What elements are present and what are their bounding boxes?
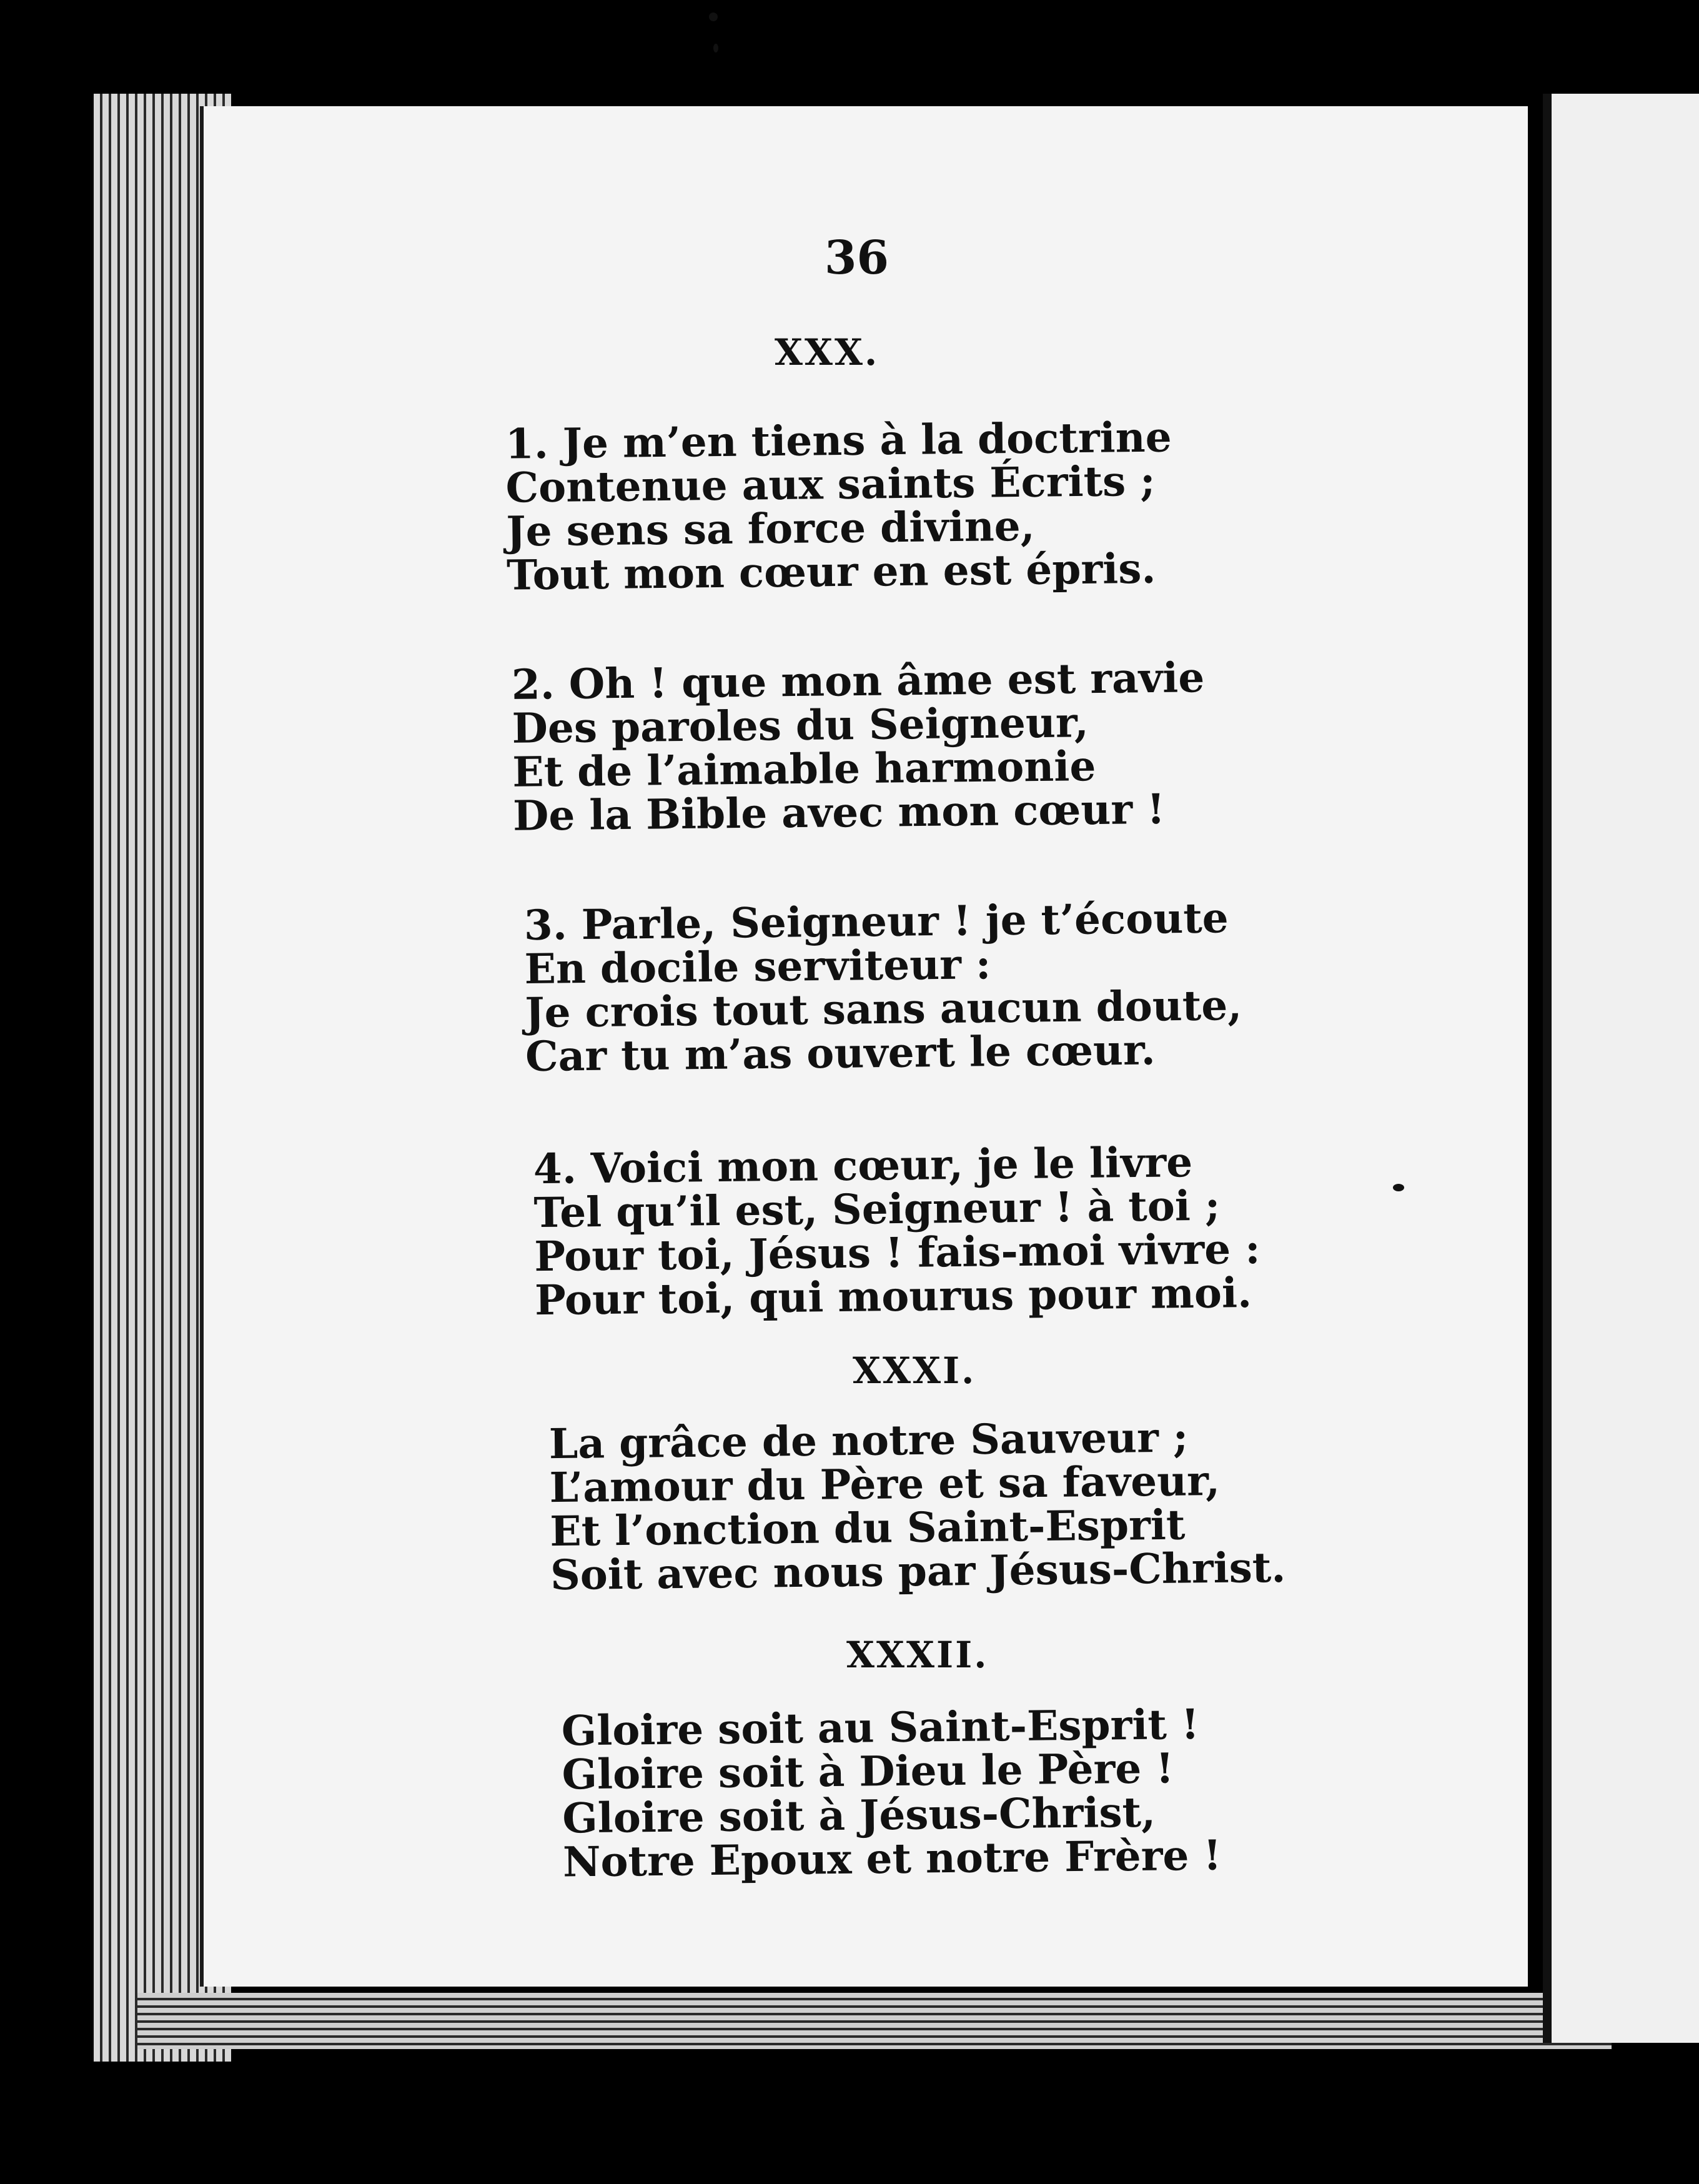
section-title-xxx: XXX.: [775, 331, 879, 374]
page-stack-edge: [137, 1993, 1612, 2049]
stanza-4: [533, 1138, 1261, 1325]
verse-line: Je crois tout sans aucun doute,: [524, 980, 1242, 1038]
verse-line: Des paroles du Seigneur,: [512, 698, 1089, 753]
verse-line: De la Bible avec mon cœur !: [512, 784, 1166, 840]
verse-line: La grâce de notre Sauveur ;: [548, 1412, 1189, 1469]
stanza-1: [505, 412, 1174, 600]
stanza-2: [512, 655, 1206, 838]
verse-line: 4. Voici mon cœur, je le livre: [533, 1138, 1193, 1194]
section-title-xxxi: XXXI.: [853, 1349, 976, 1392]
verse-line: L’amour du Père et sa faveur,: [549, 1456, 1221, 1512]
verse-line: Gloire soit au Saint-Esprit !: [561, 1699, 1200, 1755]
ink-speck: [713, 44, 718, 52]
verse-line: Je sens sa force divine,: [505, 501, 1036, 556]
verse-line: Car tu m’as ouvert le cœur.: [525, 1025, 1156, 1081]
stanza-3: [523, 893, 1243, 1081]
verse-line: Contenue aux saints Écrits ;: [505, 456, 1156, 512]
verse-line: Tout mon cœur en est épris.: [506, 544, 1156, 600]
facing-page-edge: [1543, 94, 1699, 2043]
stanza-doxology: [561, 1699, 1222, 1887]
verse-line: 2. Oh ! que mon âme est ravie: [511, 653, 1205, 709]
ink-speck: [709, 12, 718, 21]
section-title-xxxii: XXXII.: [846, 1634, 989, 1676]
verse-line: Et de l’aimable harmonie: [512, 742, 1096, 797]
verse-line: Gloire soit à Dieu le Père !: [562, 1744, 1174, 1799]
verse-line: 3. Parle, Seigneur ! je t’écoute: [523, 893, 1229, 950]
stanza-gloria: [548, 1412, 1286, 1600]
verse-line: Gloire soit à Jésus-Christ,: [562, 1787, 1156, 1843]
verse-line: Et l’onction du Saint-Esprit: [549, 1500, 1186, 1556]
verse-line: Pour toi, qui mourus pour moi.: [534, 1268, 1252, 1325]
ink-speck: [1393, 1184, 1404, 1191]
verse-line: Pour toi, Jésus ! fais-moi vivre :: [533, 1224, 1261, 1281]
verse-line: Notre Epoux et notre Frère !: [562, 1830, 1222, 1887]
page-number: 36: [825, 231, 889, 285]
verse-line: En docile serviteur :: [524, 940, 991, 994]
verse-line: 1. Je m’en tiens à la doctrine: [505, 412, 1172, 469]
verse-line: Tel qu’il est, Seigneur ! à toi ;: [533, 1181, 1221, 1238]
verse-line: Soit avec nous par Jésus-Christ.: [550, 1542, 1286, 1600]
